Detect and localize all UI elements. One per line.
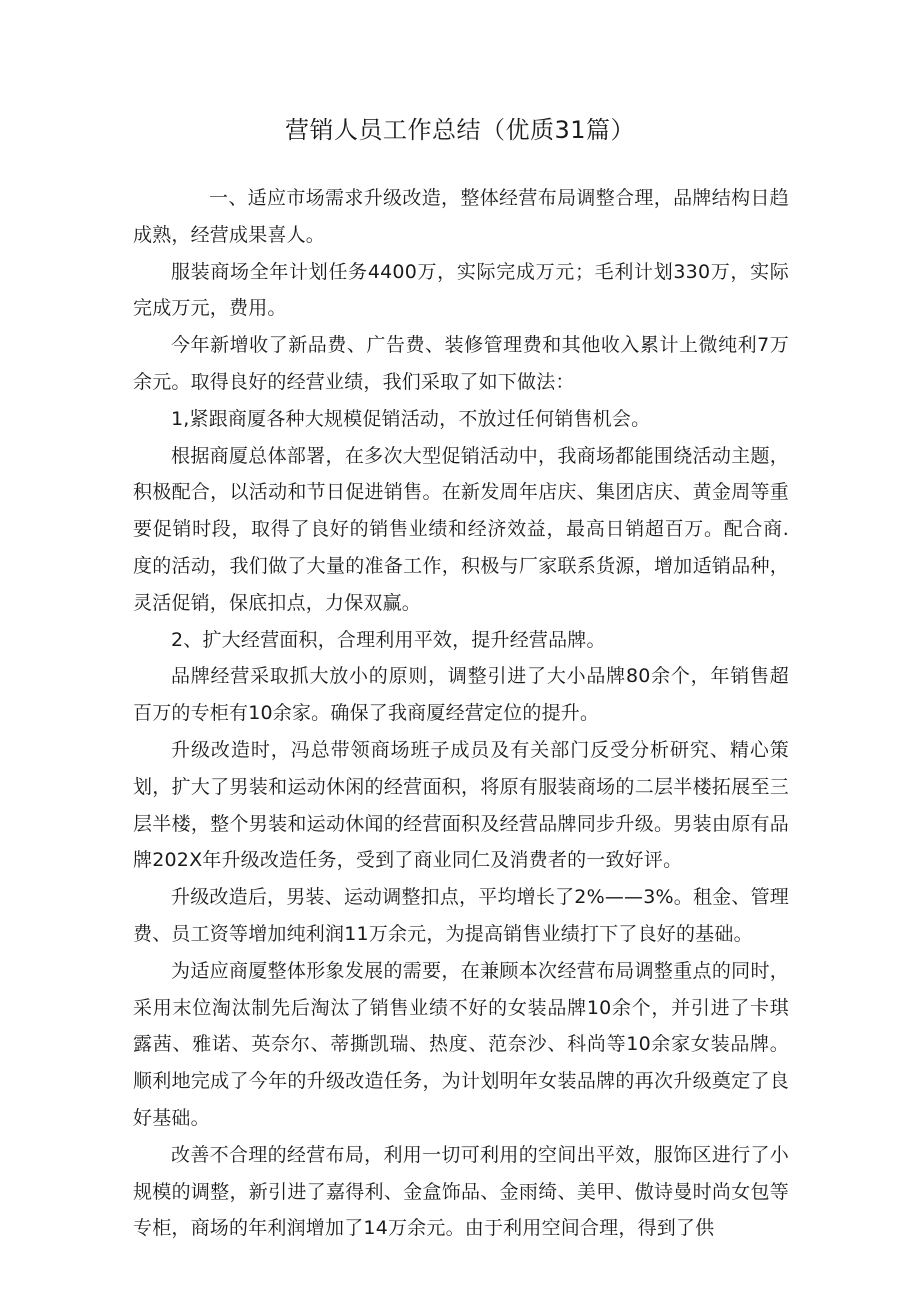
paragraph-7: 品牌经营采取抓大放小的原则，调整引进了大小品牌80余个，年销售超百万的专柜有10余家。确保了我商厦经营定位的提升。	[133, 665, 789, 725]
paragraph-10: 为适应商厦整体形象发展的需要，在兼顾本次经营布局调整重点的同时，采用末位淘汰制先后淘汰了销售业绩不好的女装品牌10余个，并引进了卡琪露茜、雅诺、英奈尔、蒂撕凯瑞、热度、范奈沙、科尚等10余家女装品牌。顺利地完成了今年的升级改造任务，为计划明年女装品牌的再次升级奠定了良好基础。	[133, 959, 789, 1129]
paragraph-6: 2、扩大经营面积，合理利用平效，提升经营品牌。	[171, 628, 606, 651]
paragraph-3: 今年新增收了新品费、广告费、装修管理费和其他收入累计上微纯利7万余元。取得良好的经营业绩，我们采取了如下做法：	[133, 334, 789, 393]
paragraph-2: 服装商场全年计划任务4400万，实际完成万元；毛利计划330万，实际完成万元，费用。	[133, 260, 789, 320]
paragraph-1: 一、适应市场需求升级改造，整体经营布局调整合理，品牌结构日趋成熟，经营成果喜人。	[133, 187, 789, 246]
paragraph-4: 1,紧跟商厦各种大规模促销活动，不放过任何销售机会。	[171, 407, 651, 430]
document-title: 营销人员工作总结（优质31篇）	[284, 116, 636, 144]
paragraph-11: 改善不合理的经营布局，利用一切可利用的空间出平效，服饰区进行了小规模的调整，新引进了嘉得利、金盒饰品、金雨绮、美甲、傲诗曼时尚女包等专柜，商场的年利润增加了14万余元。由于利用空间合理，得到了供	[133, 1143, 789, 1240]
paragraph-5: 根据商厦总体部署，在多次大型促销活动中，我商场都能围绕活动主题，积极配合，以活动和节日促进销售。在新发周年店庆、集团店庆、黄金周等重要促销时段，取得了良好的销售业绩和经济效益，最高日销超百万。配合商.度的活动，我们做了大量的准备工作，积极与厂家联系货源，增加适销品种，灵活促销，保底扣点，力保双赢。	[133, 444, 789, 614]
document-body	[133, 180, 789, 1247]
paragraph-9: 升级改造后，男装、运动调整扣点，平均增长了2%——3%。租金、管理费、员工资等增加纯利润11万余元，为提高销售业绩打下了良好的基础。	[133, 886, 789, 945]
paragraph-8: 升级改造时，冯总带领商场班子成员及有关部门反受分析研究、精心策划，扩大了男装和运动休闲的经营面积，将原有服装商场的二层半楼拓展至三层半楼，整个男装和运动休闻的经营面积及经营品牌同步升级。男装由原有品牌202X年升级改造任务，受到了商业同仁及消费者的一致好评。	[133, 738, 789, 872]
